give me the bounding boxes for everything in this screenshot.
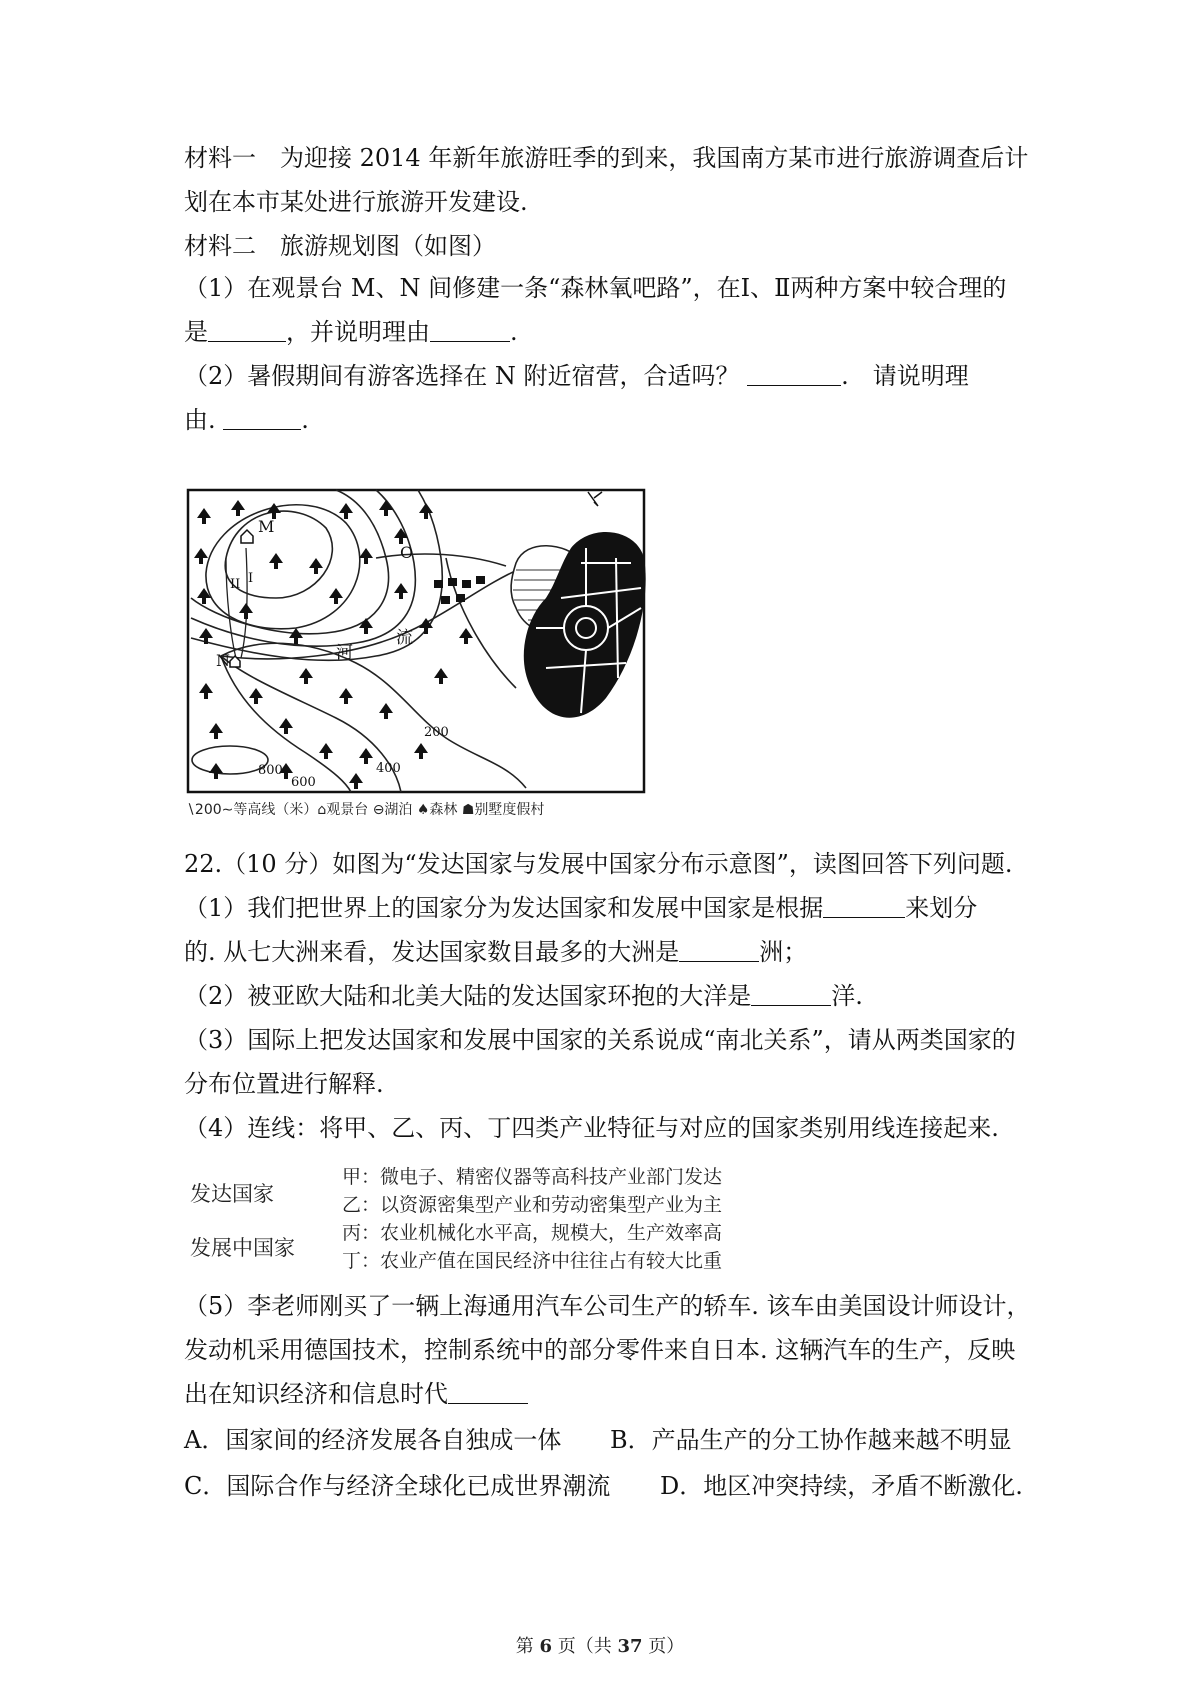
footer-suffix: 页） (642, 1636, 685, 1657)
answer-blank[interactable] (747, 359, 841, 386)
material1-line2: 划在本市某处进行旅游开发建设. (184, 188, 528, 216)
option-c[interactable]: C．国际合作与经济全球化已成世界潮流 (184, 1472, 611, 1500)
q21-part1-line2 (184, 314, 1034, 350)
q21-part1-end: . (510, 318, 518, 346)
q22-part3-line2: 分布位置进行解释. (184, 1070, 384, 1098)
q22-part1-line2 (184, 934, 1034, 970)
contour-label-600: 600 (291, 775, 316, 790)
q22-part5-stem: 出在知识经济和信息时代 (184, 1380, 448, 1408)
page-footer (0, 1632, 1200, 1658)
feature-yi[interactable]: 乙：以资源密集型产业和劳动密集型产业为主 (342, 1194, 723, 1216)
map-label-he: 河 (336, 643, 353, 663)
contour-label-200: 200 (424, 725, 449, 740)
q22-part4: （4）连线：将甲、乙、丙、丁四类产业特征与对应的国家类别用线连接起来. (184, 1114, 999, 1142)
q22-part1-suffix: 来划分 (905, 894, 978, 922)
feature-bing[interactable]: 丙：农业机械化水平高，规模大，生产效率高 (342, 1222, 723, 1244)
map-label-route-i: I (248, 571, 254, 586)
map-label-liu: 流 (396, 628, 413, 648)
q21-part1-line1: （1）在观景台 M、N 间修建一条“森林氧吧路”，在Ⅰ、Ⅱ两种方案中较合理的 (184, 274, 1007, 302)
option-d[interactable]: D．地区冲突持续，矛盾不断激化. (660, 1472, 1023, 1500)
footer-mid: 页（共 (552, 1636, 618, 1657)
answer-blank[interactable] (679, 935, 759, 962)
material1-line1: 材料一 为迎接 2014 年新年旅游旺季的到来，我国南方某市进行旅游调查后计 (184, 144, 1029, 172)
map-label-route-ii: II (230, 577, 241, 592)
option-a[interactable]: A．国家间的经济发展各自独成一体 (184, 1426, 562, 1454)
category-developing[interactable]: 发展中国家 (190, 1236, 295, 1260)
q21-part1-prefix: 是 (184, 318, 208, 346)
q22-part5-line3 (184, 1376, 1034, 1412)
matching-exercise (186, 1160, 806, 1272)
q22-part2 (184, 978, 1034, 1014)
q21-part2-suffix: . 请说明理 (841, 362, 969, 390)
answer-blank[interactable] (208, 315, 286, 342)
q22-part5-line2: 发动机采用德国技术，控制系统中的部分零件来自日本. 这辆汽车的生产，反映 (184, 1336, 1016, 1364)
answer-blank[interactable] (223, 403, 301, 430)
answer-blank[interactable] (823, 891, 905, 918)
feature-ding[interactable]: 丁：农业产值在国民经济中往往占有较大比重 (342, 1250, 723, 1272)
answer-blank[interactable] (430, 315, 510, 342)
q21-part2-line1 (184, 358, 1034, 394)
contour-label-800: 800 (258, 763, 283, 778)
total-pages: 37 (617, 1636, 643, 1657)
footer-prefix: 第 (515, 1636, 540, 1657)
answer-blank[interactable] (448, 1377, 528, 1404)
q22-part1-prefix: （1）我们把世界上的国家分为发达国家和发展中国家是根据 (184, 894, 824, 922)
map-label-o: O (400, 543, 414, 562)
q22-part3-line1: （3）国际上把发达国家和发展中国家的关系说成“南北关系”，请从两类国家的 (184, 1026, 1016, 1054)
q21-part2-end: . (301, 406, 309, 434)
q22-part1-line2-suffix: 洲； (759, 938, 808, 966)
contour-label-400: 400 (376, 761, 401, 776)
q22-part5-line1: （5）李老师刚买了一辆上海通用汽车公司生产的轿车. 该车由美国设计师设计， (184, 1292, 1031, 1320)
feature-jia[interactable]: 甲：微电子、精密仪器等高科技产业部门发达 (342, 1166, 723, 1188)
material2-line: 材料二 旅游规划图（如图） (184, 232, 496, 260)
q21-part2-reason: 由. (184, 406, 216, 434)
q22-part2-prefix: （2）被亚欧大陆和北美大陆的发达国家环抱的大洋是 (184, 982, 752, 1010)
map-label-n: N (216, 651, 230, 670)
map-legend: ∖200∼等高线（米）⌂观景台 ⊖湖泊 ♠森林 ☗别墅度假村 (186, 802, 545, 818)
q22-title: 22.（10 分）如图为“发达国家与发展中国家分布示意图”，读图回答下列问题. (184, 850, 1013, 878)
q22-part1-line1 (184, 890, 1034, 926)
tourism-planning-map (186, 488, 646, 798)
answer-blank[interactable] (751, 979, 831, 1006)
q22-part2-suffix: 洋. (831, 982, 863, 1010)
option-b[interactable]: B．产品生产的分工协作越来越不明显 (610, 1426, 1012, 1454)
q21-part1-mid: ，并说明理由 (286, 318, 430, 346)
q21-part2-prefix: （2）暑假期间有游客选择在 N 附近宿营，合适吗？ (184, 362, 740, 390)
map-label-m: M (258, 517, 275, 536)
q21-part2-line2 (184, 402, 1034, 438)
current-page-number: 6 (539, 1636, 552, 1657)
q22-part1-line2-prefix: 的. 从七大洲来看，发达国家数目最多的大洲是 (184, 938, 680, 966)
category-developed[interactable]: 发达国家 (190, 1182, 274, 1206)
